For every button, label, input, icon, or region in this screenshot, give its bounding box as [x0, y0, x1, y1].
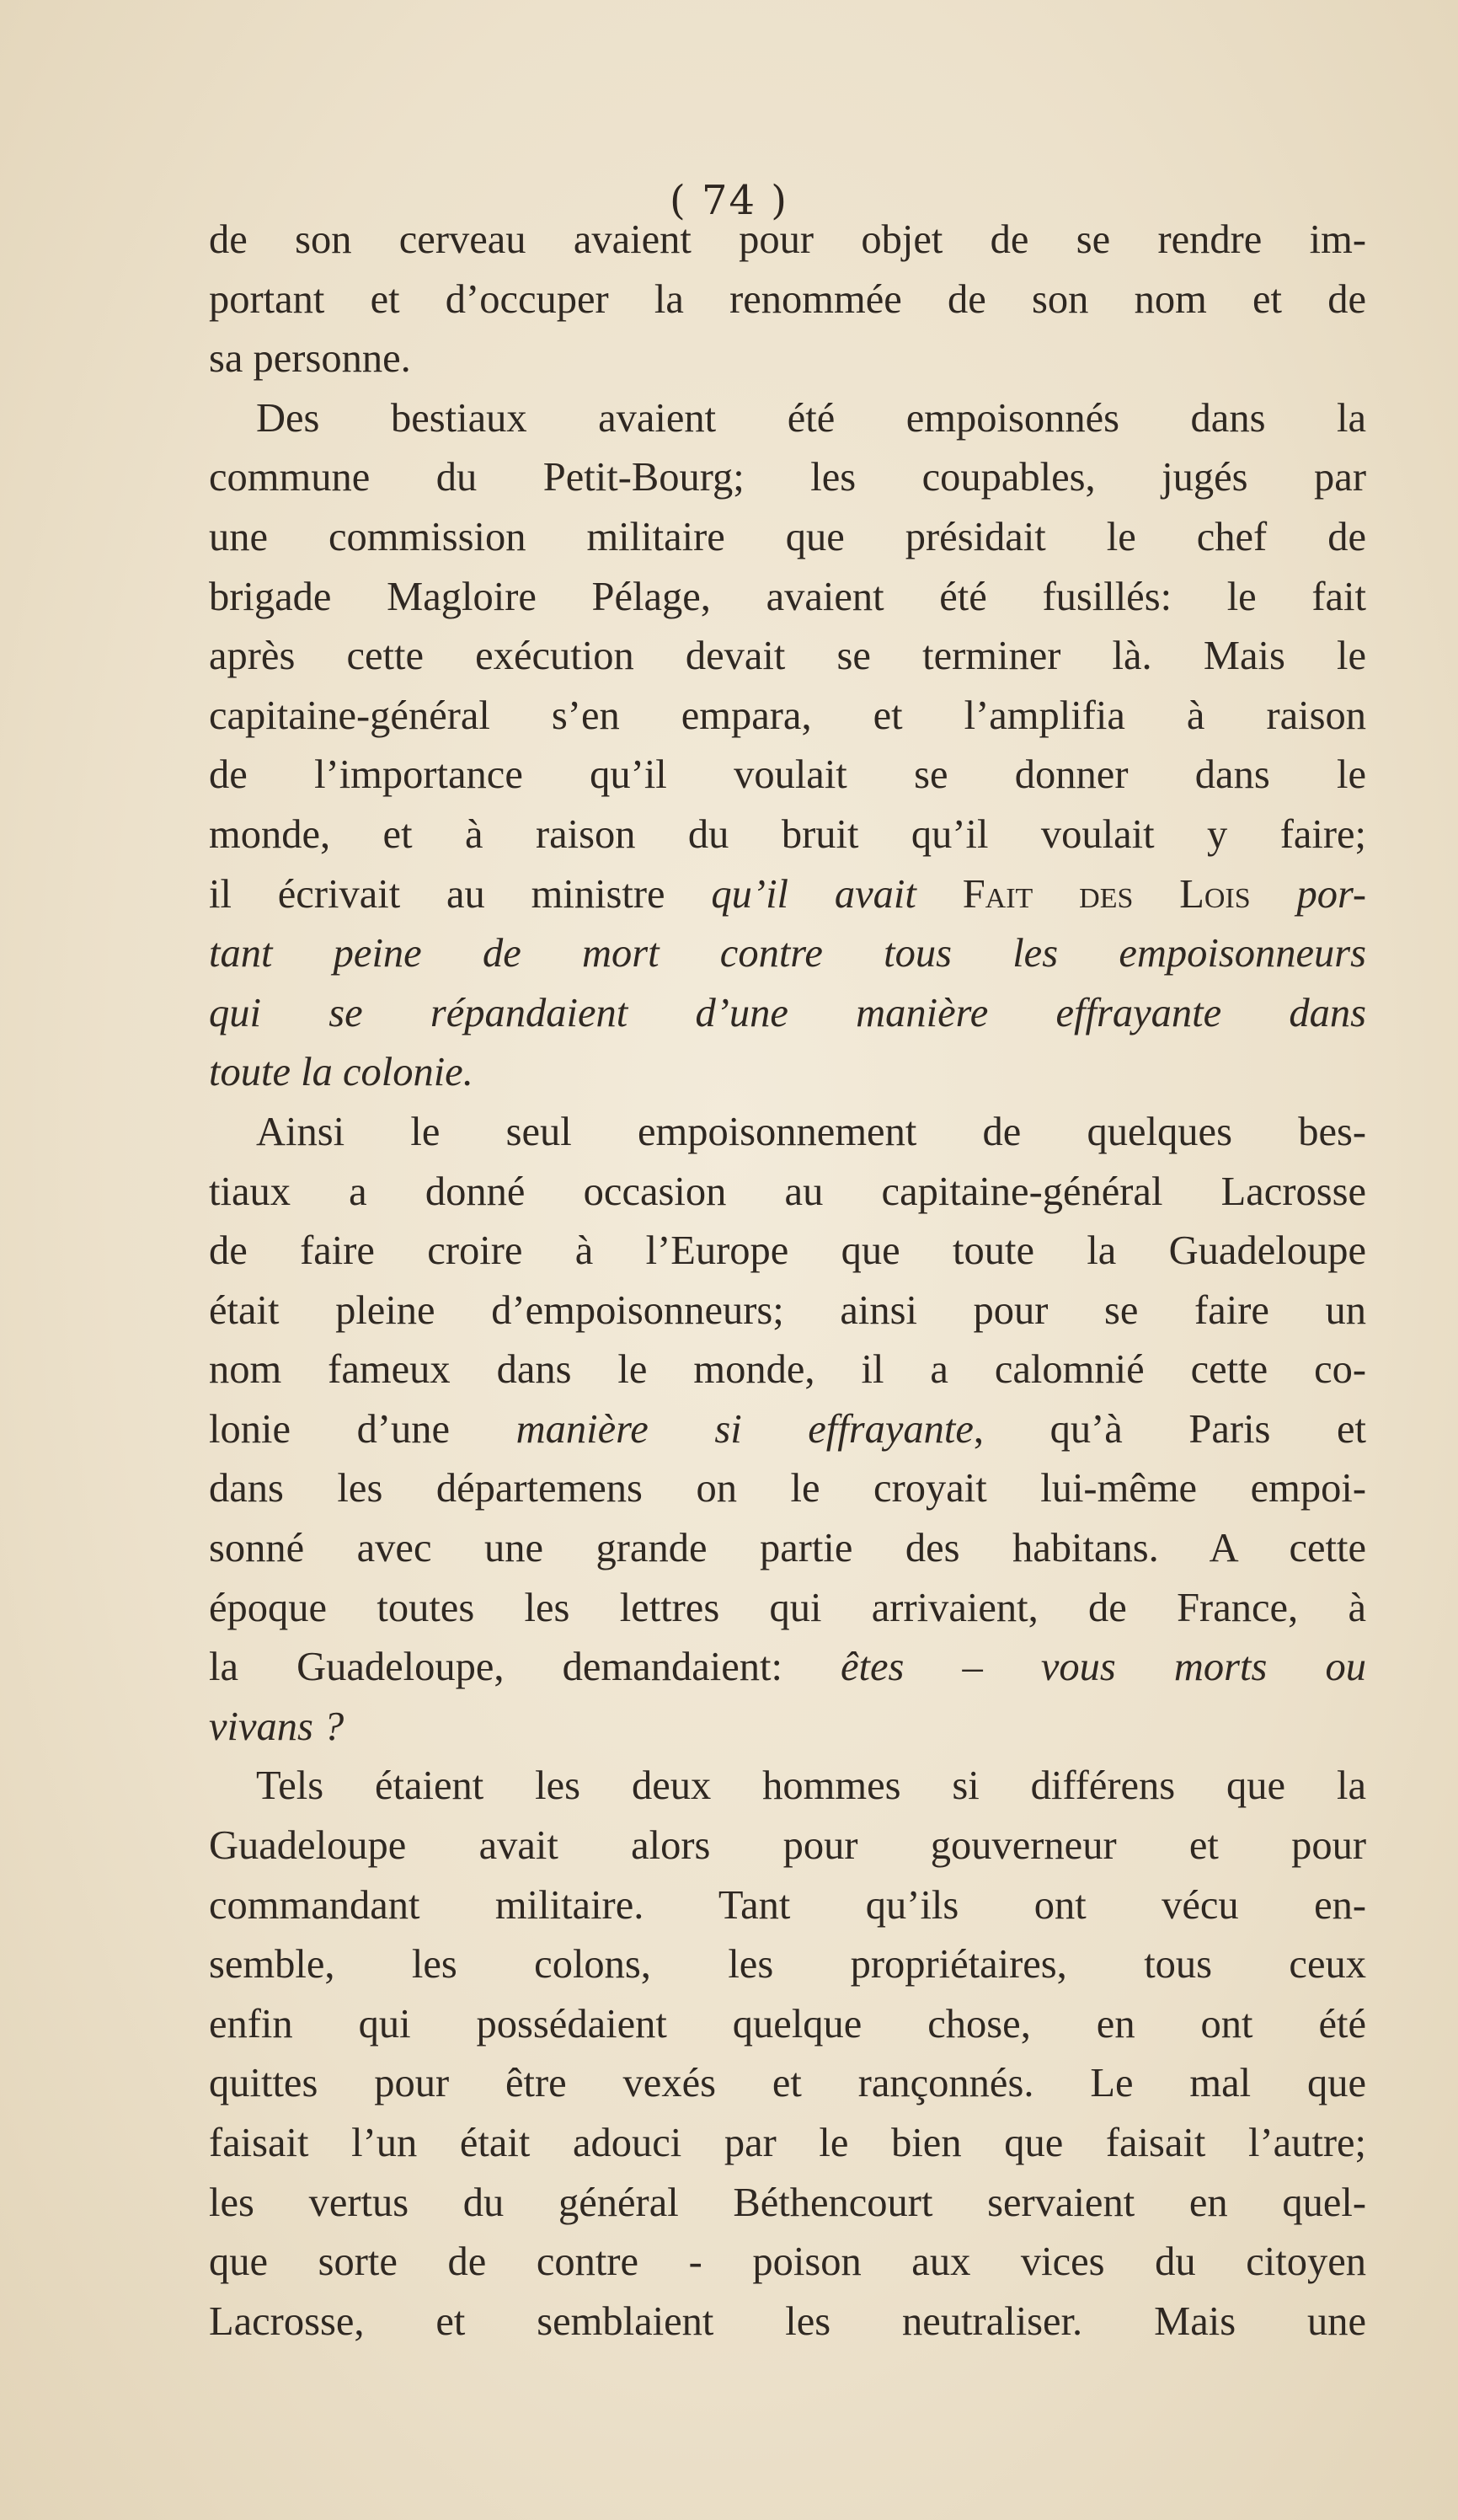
text-segment: Tels étaient les deux hommes si différens que la [256, 1763, 1366, 1809]
text-line [209, 1281, 1366, 1341]
text-segment [916, 872, 963, 917]
text-line [209, 2293, 1366, 2352]
text-line [209, 448, 1366, 508]
text-line [209, 568, 1366, 628]
text-line [209, 924, 1366, 984]
text-line [209, 1579, 1366, 1639]
text-segment: de son cerveau avaient pour objet de se rendre im- [209, 217, 1366, 262]
text-segment: Guadeloupe avait alors pour gouverneur et pour [209, 1823, 1366, 1869]
page-number: ( 74 ) [669, 177, 789, 224]
text-segment: époque toutes les lettres qui arrivaient, de France, à [209, 1585, 1366, 1630]
text-segment: tiaux a donné occasion au capitaine-général Lacrosse [209, 1169, 1366, 1214]
text-line [209, 1876, 1366, 1936]
text-line [209, 984, 1366, 1044]
text-segment: capitaine-général s’en empara, et l’amplifia à raison [209, 693, 1366, 738]
italic-text: vivans ? [209, 1704, 344, 1749]
text-line [209, 1995, 1366, 2055]
text-line [209, 1340, 1366, 1400]
text-line [209, 1163, 1366, 1223]
text-segment [1251, 872, 1297, 917]
text-segment: commandant militaire. Tant qu’ils ont vécu en- [209, 1882, 1366, 1928]
text-segment: lonie d’une [209, 1406, 516, 1452]
text-line [209, 2114, 1366, 2174]
text-line [209, 270, 1366, 330]
italic-text: êtes – vous morts ou [841, 1645, 1366, 1690]
small-caps-text: Fait des Lois [962, 871, 1251, 917]
text-segment: Des bestiaux avaient été empoisonnés dans la [256, 395, 1366, 441]
text-line [209, 627, 1366, 687]
text-segment: la Guadeloupe, demandaient: [209, 1645, 841, 1690]
text-line [209, 2054, 1366, 2114]
text-segment: il écrivait au ministre [209, 871, 712, 917]
text-segment: sa personne. [209, 336, 411, 382]
text-line [209, 805, 1366, 865]
text-line [209, 1519, 1366, 1579]
text-line [209, 211, 1366, 270]
text-line [209, 1816, 1366, 1876]
text-segment: brigade Magloire Pélage, avaient été fusillés: le fait [209, 574, 1366, 619]
text-line [209, 1459, 1366, 1519]
text-segment: portant et d’occuper la renommée de son nom et de [209, 276, 1366, 322]
text-segment: que sorte de contre - poison aux vices du citoyen [209, 2239, 1366, 2285]
text-segment: après cette exécution devait se terminer là. Mais le [209, 634, 1366, 679]
text-segment: de faire croire à l’Europe que toute la Guadeloupe [209, 1228, 1366, 1274]
text-line [209, 508, 1366, 568]
text-segment: nom fameux dans le monde, il a calomnié cette co- [209, 1347, 1366, 1393]
italic-text: qu’il avait [711, 871, 916, 917]
text-segment: Lacrosse, et semblaient les neutraliser. Mais une [209, 2298, 1366, 2344]
text-line [209, 1400, 1366, 1460]
text-segment: enfin qui possédaient quelque chose, en ont été [209, 2001, 1366, 2046]
text-line [209, 687, 1366, 746]
text-line [209, 1043, 1366, 1103]
text-segment: était pleine d’empoisonneurs; ainsi pour se faire un [209, 1287, 1366, 1333]
text-segment: dans les départemens on le croyait lui-même empoi- [209, 1466, 1366, 1511]
text-segment: les vertus du général Béthencourt servaient en quel- [209, 2180, 1366, 2225]
text-segment: faisait l’un était adouci par le bien que faisait l’autre; [209, 2121, 1366, 2165]
text-line [209, 1222, 1366, 1281]
text-line [209, 1698, 1366, 1758]
text-line [209, 746, 1366, 805]
italic-text: por- [1296, 871, 1367, 917]
text-line [209, 329, 1366, 389]
italic-text: manière si effrayante [515, 1406, 974, 1452]
text-line [209, 1935, 1366, 1995]
text-segment: de l’importance qu’il voulait se donner dans le [209, 752, 1366, 798]
text-line [209, 1757, 1366, 1816]
text-segment: Ainsi le seul empoisonnement de quelques bes- [256, 1109, 1366, 1154]
text-line [209, 865, 1366, 925]
text-segment: , qu’à Paris et [973, 1406, 1367, 1452]
italic-text: toute la colonie. [209, 1050, 473, 1095]
text-line [209, 2174, 1366, 2234]
text-line [209, 389, 1366, 449]
text-line [209, 1103, 1366, 1163]
text-line [209, 1638, 1366, 1698]
text-segment: quittes pour être vexés et rançonnés. Le mal que [209, 2061, 1366, 2106]
text-segment: commune du Petit-Bourg; les coupables, jugés par [209, 455, 1366, 500]
text-line [209, 2233, 1366, 2293]
italic-text: qui se répandaient d’une manière effrayante dans [209, 990, 1366, 1035]
text-segment: monde, et à raison du bruit qu’il voulait y faire; [209, 811, 1366, 857]
text-segment: sonné avec une grande partie des habitans. A cette [209, 1526, 1366, 1571]
text-segment: semble, les colons, les propriétaires, tous ceux [209, 1942, 1366, 1988]
italic-text: tant peine de mort contre tous les empoisonneurs [209, 931, 1366, 976]
body-text [209, 211, 1366, 2351]
text-segment: une commission militaire que présidait le chef de [209, 514, 1366, 559]
